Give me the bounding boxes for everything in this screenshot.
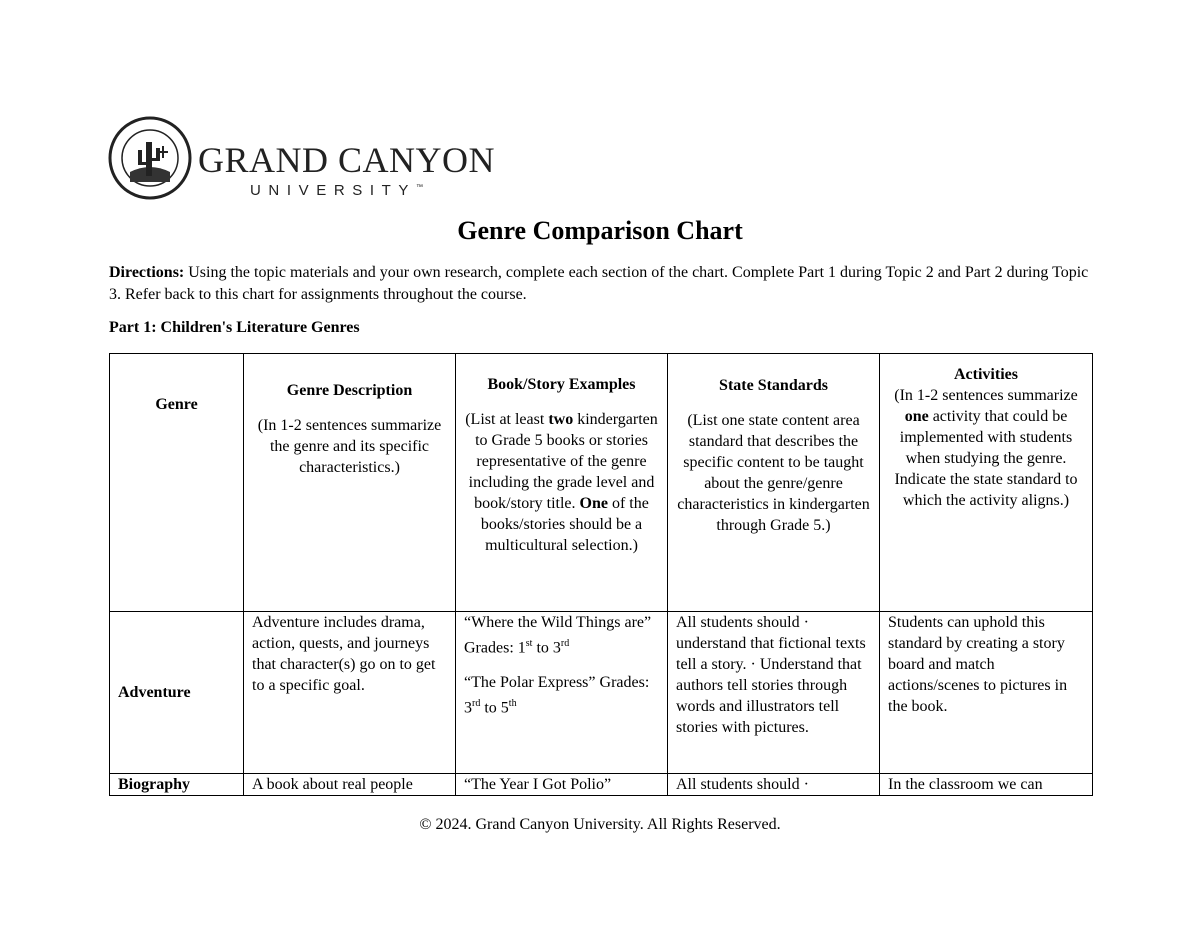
examples-sub-bold-2: One [579, 495, 608, 512]
header-genre [110, 354, 244, 612]
header-genre-title: Genre [155, 396, 198, 413]
examples-sub-text-2: kindergarten to Grade 5 books or stories representative of the genre including the grade level and book/story title. [468, 411, 658, 512]
header-activities-title: Activities [954, 366, 1018, 383]
part-title: Part 1: Children's Literature Genres [109, 319, 360, 336]
logo-subname: UNIVERSITY [250, 182, 417, 199]
header-row [110, 354, 1093, 612]
page-title: Genre Comparison Chart [457, 216, 743, 245]
header-examples-title: Book/Story Examples [487, 376, 636, 393]
genre-cell: Biography [110, 774, 244, 796]
activities-sub-bold: one [904, 408, 929, 425]
activities-sub-text-2: activity that could be implemented with students when studying the genre. Indicate the state standard to which the activity aligns.) [894, 408, 1078, 509]
university-seal-icon [108, 116, 192, 200]
header-examples-sub [464, 409, 659, 556]
header-description-title: Genre Description [286, 382, 413, 399]
examples-sub-text-3: of the books/stories should be a multicultural selection.) [480, 495, 649, 554]
activities-sub-text-1: (In 1-2 sentences summarize [894, 387, 1078, 404]
examples-cell [456, 612, 668, 774]
header-standards-title: State Standards [719, 377, 828, 394]
table-row [110, 774, 1093, 796]
activities-cell: Students can uphold this standard by creating a story board and match actions/scenes to pictures in the book. [880, 612, 1093, 774]
header-activities [880, 354, 1093, 612]
header-standards [668, 354, 880, 612]
standards-cell: All students should · understand that fictional texts tell a story. · Understand that authors tell stories through words and illustrators tell stories with pictures. [668, 612, 880, 774]
example-1: “Where the Wild Things are” Grades: 1st to 3rd [464, 614, 652, 657]
examples-sub-bold-1: two [548, 411, 574, 428]
description-cell: Adventure includes drama, action, quests, and journeys that character(s) go on to get to a specific goal. [244, 612, 456, 774]
description-cell: A book about real people [244, 774, 456, 796]
footer-copyright: © 2024. Grand Canyon University. All Rights Reserved. [419, 816, 781, 833]
table-row [110, 612, 1093, 774]
standards-cell: All students should · [668, 774, 880, 796]
header-activities-sub [888, 385, 1084, 511]
trademark-symbol: ™ [416, 184, 424, 191]
header-examples [456, 354, 668, 612]
examples-sub-text-1: (List at least [465, 411, 549, 428]
logo-name: GRAND CANYON [198, 140, 496, 180]
activities-cell: In the classroom we can [880, 774, 1093, 796]
genre-comparison-table [109, 353, 1093, 796]
logo-wordmark [198, 142, 495, 199]
directions-text: Using the topic materials and your own research, complete each section of the chart. Complete Part 1 during Topic 2 and Part 2 during Topic 3. Refer back to this chart for assignments throughout the course. [109, 264, 1089, 303]
header-description-sub: (In 1-2 sentences summarize the genre and its specific characteristics.) [257, 417, 442, 476]
genre-cell: Adventure [110, 612, 244, 774]
example-2: “The Polar Express” Grades: 3rd to 5th [464, 674, 650, 717]
directions-paragraph [109, 262, 1094, 306]
header-standards-sub: (List one state content area standard that describes the specific content to be taught about the genre/genre characteristics in kindergarten through Grade 5.) [677, 412, 870, 534]
directions-label: Directions: [109, 264, 185, 281]
examples-cell: “The Year I Got Polio” [456, 774, 668, 796]
gcu-logo [108, 116, 496, 202]
header-description [244, 354, 456, 612]
